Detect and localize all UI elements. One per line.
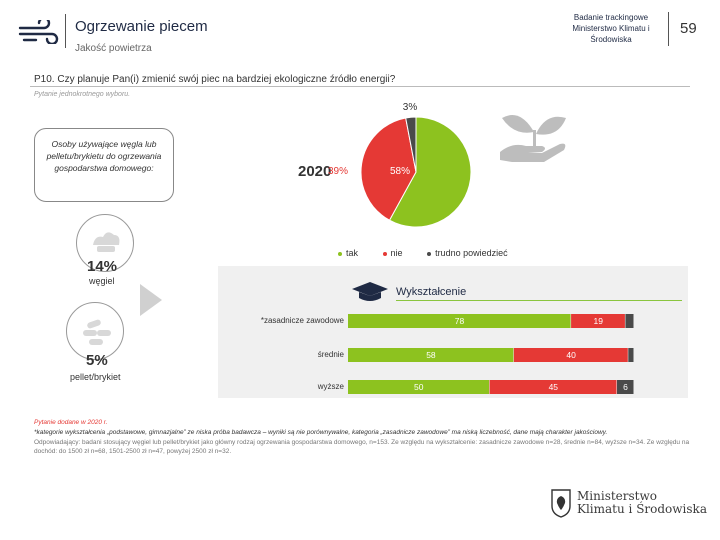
respondents-description: Osoby używające węgla lub pelletu/brykietu do ogrzewania gospodarstwa domowego: bbox=[46, 139, 162, 173]
bar-value-label: 58 bbox=[426, 350, 436, 360]
legend-label-nie: nie bbox=[390, 248, 403, 258]
arrow-shape bbox=[140, 284, 162, 316]
legend-item-nie bbox=[383, 248, 403, 258]
bar-value-label: 78 bbox=[454, 316, 465, 326]
air-wind-logo-icon bbox=[18, 20, 62, 44]
question-text: P10. Czy planuje Pan(i) zmienić swój piec na bardziej ekologiczne źródło energii? bbox=[34, 74, 396, 85]
legend-swatch-trudno bbox=[427, 252, 431, 256]
graduation-cap-icon bbox=[350, 280, 390, 302]
pie-year-label: 2020 bbox=[298, 163, 332, 180]
pellet-label: pellet/brykiet bbox=[70, 372, 121, 382]
bar-value-label: 50 bbox=[414, 382, 424, 392]
bar-value-label: 19 bbox=[593, 316, 603, 326]
ministry-logo-line2: Klimatu i Środowiska bbox=[577, 502, 707, 516]
pellet-percent: 5% bbox=[86, 352, 108, 369]
education-title: Wykształcenie bbox=[396, 286, 467, 298]
question-divider bbox=[30, 86, 690, 87]
page-title: Ogrzewanie piecem bbox=[75, 18, 208, 35]
footnote-added-year: Pytanie dodane w 2020 r. bbox=[34, 419, 108, 426]
plant-hand-icon bbox=[498, 104, 570, 166]
pie-label-2: 3% bbox=[402, 102, 418, 113]
footnote-education-note: *kategorie wykształcenia „podstawowe, gimnazjalne” ze niska próba badawcza – wyniki są nie porównywalne, kategoria „zasadnicze zawodowe” ma niską liczebność, dane mają charakter jakościowy. bbox=[34, 429, 608, 436]
legend-item-tak bbox=[338, 248, 358, 258]
page-subtitle: Jakość powietrza bbox=[75, 43, 152, 54]
legend-label-tak: tak bbox=[346, 248, 359, 258]
legend-label-trudno: trudno powiedzieć bbox=[435, 248, 508, 258]
education-bar-chart bbox=[348, 308, 638, 398]
ministry-logo-line1: Ministerstwo bbox=[577, 489, 657, 503]
bar-value-label: 40 bbox=[566, 350, 576, 360]
header-divider bbox=[65, 14, 66, 48]
bar-value-label: 45 bbox=[548, 382, 559, 392]
bar-value-label: 6 bbox=[623, 382, 628, 392]
pie-chart bbox=[327, 102, 476, 232]
bar-row-label: *zasadnicze zawodowe bbox=[260, 316, 344, 325]
ministry-logo-text bbox=[577, 490, 707, 516]
pie-label-0: 58% bbox=[390, 166, 411, 177]
org-divider bbox=[668, 12, 669, 46]
ministry-emblem-icon bbox=[548, 488, 574, 518]
bar-row-label: średnie bbox=[317, 350, 344, 359]
legend-item-trudno bbox=[427, 248, 508, 258]
education-title-underline bbox=[396, 300, 682, 301]
legend-swatch-nie bbox=[383, 252, 387, 256]
footnote-sample: Odpowiadający: badani stosujący węgiel lub pellet/brykiet jako główny rodzaj ogrzewania gospodarstwa domowego, n=153. Ze względu na wykształcenie: zasadnicze zawodowe n=28, średnie n=84, wyższe n=34. Ze względu na dochód: do 1500 zł n=68, 1501-2500 zł n=47, powyżej 2500 zł n=32. bbox=[34, 439, 690, 455]
org-header-text: Badanie trackingowe Ministerstwo Klimatu i Środowiska bbox=[572, 13, 650, 44]
bar-segment bbox=[628, 348, 633, 362]
question-type: Pytanie jednokrotnego wyboru. bbox=[34, 91, 131, 98]
bar-segment bbox=[625, 314, 633, 328]
legend-swatch-tak bbox=[338, 252, 342, 256]
pie-legend bbox=[338, 248, 530, 258]
bar-row-label: wyższe bbox=[317, 382, 344, 391]
coal-label: węgiel bbox=[89, 276, 115, 286]
page-number: 59 bbox=[680, 20, 697, 37]
pie-label-1: 39% bbox=[327, 166, 348, 177]
coal-percent: 14% bbox=[87, 258, 118, 275]
